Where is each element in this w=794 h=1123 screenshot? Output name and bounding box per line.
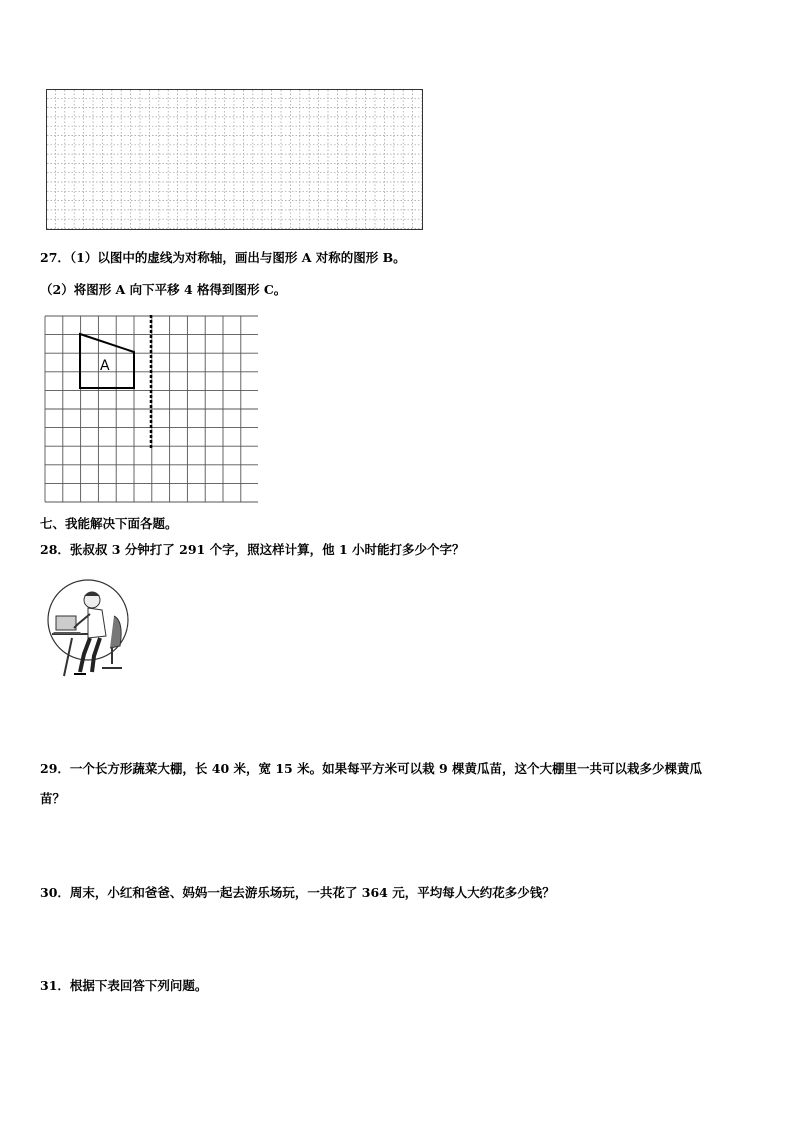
person-typing-laptop-icon: [44, 576, 134, 680]
shape-a-label: A: [100, 358, 110, 374]
question-29-line2: 苗？: [40, 791, 66, 806]
question-27-part2: （2）将图形 A 向下平移 4 格得到图形 C。: [40, 282, 287, 297]
dotted-grid-top: [46, 89, 424, 231]
question-29-line1: 29．一个长方形蔬菜大棚，长 40 米，宽 15 米。如果每平方米可以栽 9 棵黄瓜苗，这个大棚里一共可以栽多少棵黄瓜: [40, 761, 702, 776]
question-27-part1: 27．（1）以图中的虚线为对称轴，画出与图形 A 对称的图形 B。: [40, 250, 406, 265]
question-28: 28．张叔叔 3 分钟打了 291 个字，照这样计算，他 1 小时能打多少个字？: [40, 542, 465, 557]
section-7-title: 七、我能解决下面各题。: [40, 516, 178, 531]
question-31: 31．根据下表回答下列问题。: [40, 978, 208, 993]
square-grid: [44, 315, 258, 505]
question-30: 30．周末，小红和爸爸、妈妈一起去游乐场玩，一共花了 364 元，平均每人大约花多少钱？: [40, 885, 555, 900]
